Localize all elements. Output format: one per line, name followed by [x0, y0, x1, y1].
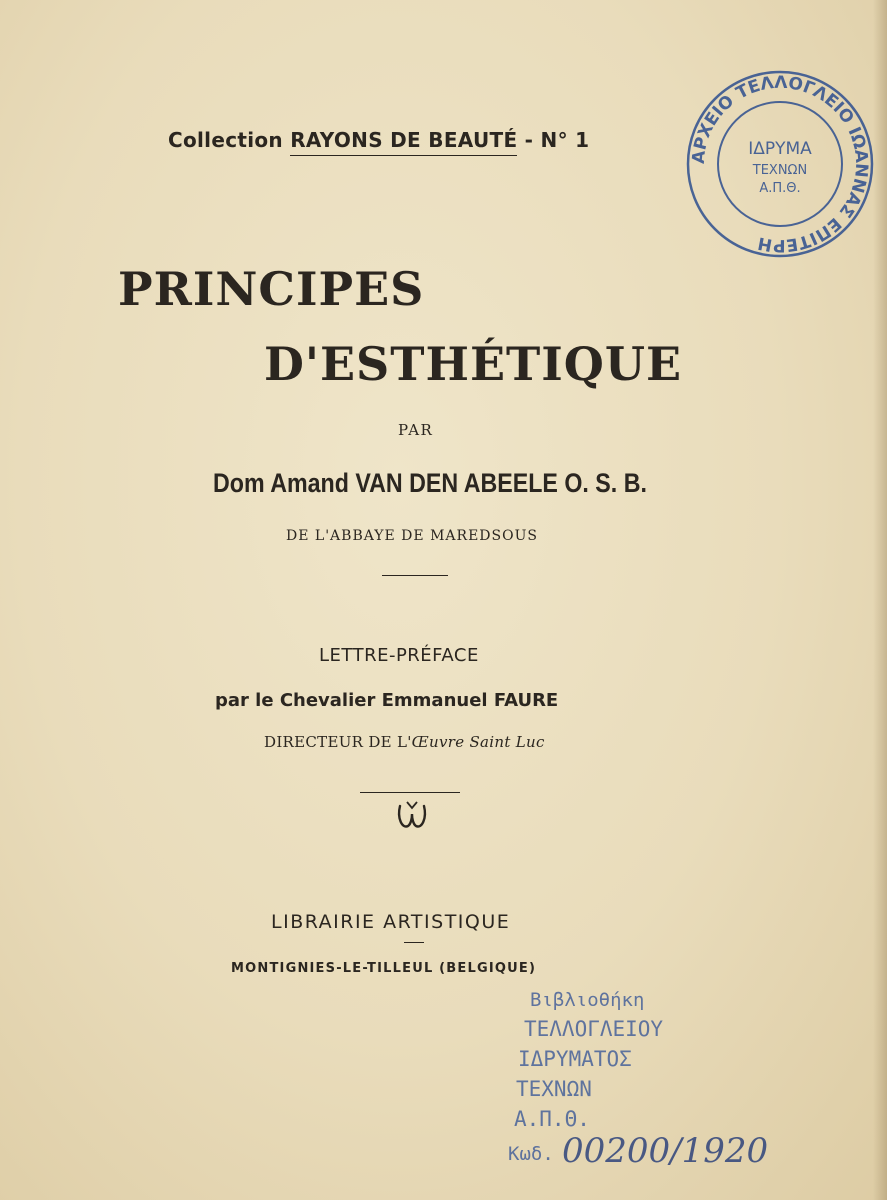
preface-author-role [264, 733, 545, 751]
library-stamp-line-5: Α.Π.Θ. [514, 1107, 590, 1131]
title-line-2: D'ESTHÉTIQUE [264, 337, 683, 391]
author-affiliation: DE L'ABBAYE DE MAREDSOUS [286, 528, 538, 544]
stamp-center-line-2: ΤΕΧΝΩΝ [752, 163, 808, 178]
library-stamp-line-3: ΙΔΡΥΜΑΤΟΣ [518, 1047, 632, 1071]
library-stamp-line-4: ΤΕΧΝΩΝ [516, 1077, 592, 1101]
archive-round-stamp [682, 66, 878, 262]
publisher-rule [404, 942, 424, 943]
library-code-label: Κωδ. [508, 1143, 554, 1165]
publisher-name: LIBRAIRIE ARTISTIQUE [271, 911, 511, 933]
publisher-place: MONTIGNIES-LE-TILLEUL (BELGIQUE) [231, 961, 537, 976]
role-work: Œuvre Saint Luc [411, 733, 545, 751]
title-line-1: PRINCIPES [118, 262, 425, 316]
stamp-ring-text: ΑΡΧΕΙΟ ΤΕΛΛΟΓΛΕΙΟ ΙΩΑΝΝΑΣ ΕΠΙΤΕΡΗ [688, 72, 872, 256]
preface-author: par le Chevalier Emmanuel FAURE [215, 690, 559, 711]
collection-header [168, 128, 589, 156]
collection-series: RAYONS DE BEAUTÉ [290, 128, 517, 156]
collection-prefix: Collection [168, 128, 283, 152]
stamp-center-line-3: Α.Π.Θ. [759, 181, 801, 196]
byline-par: PAR [398, 421, 434, 439]
library-stamp [502, 984, 852, 1184]
stamp-center-line-1: ΙΔΡΥΜΑ [748, 139, 812, 159]
preface-heading: LETTRE-PRÉFACE [319, 645, 479, 666]
collection-number: - N° 1 [524, 128, 590, 152]
library-code-value: 00200/1920 [562, 1131, 769, 1171]
publisher-emblem-icon [393, 796, 431, 834]
divider-rule [382, 575, 448, 576]
library-stamp-line-2: ΤΕΛΛΟΓΛΕΙΟΥ [524, 1017, 664, 1041]
library-stamp-line-1: Βιβλιοθήκη [530, 989, 645, 1011]
ornament-rule [360, 792, 460, 793]
role-prefix: DIRECTEUR DE L' [264, 733, 412, 751]
author-name: Dom Amand VAN DEN ABEELE O. S. B. [213, 468, 647, 498]
